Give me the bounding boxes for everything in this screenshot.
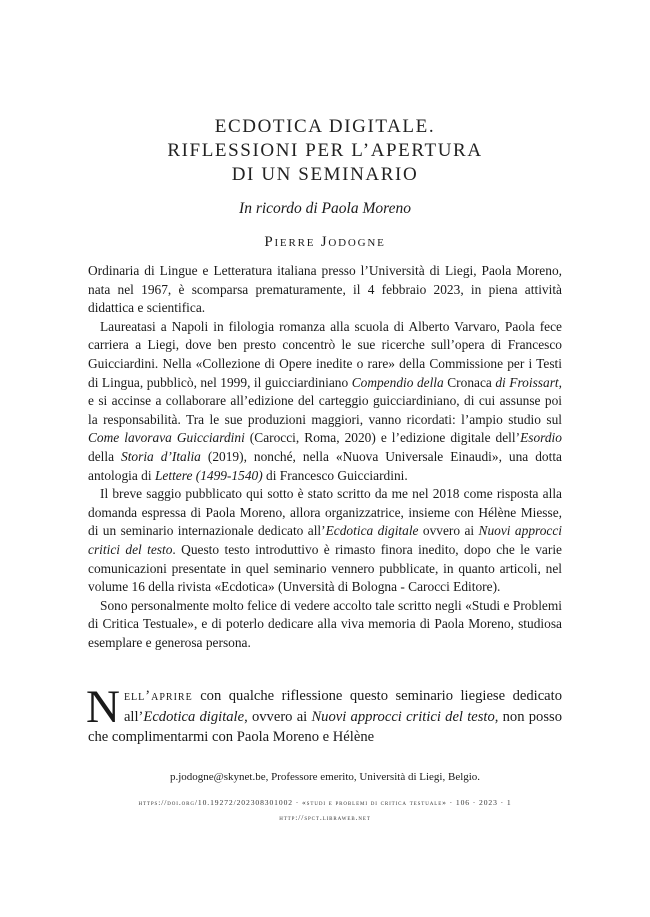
paragraph-2: Laureatasi a Napoli in filologia romanza alla scuola di Alberto Varvaro, Paola fece carriera a Liegi, dove ben presto concentrò le sue ricerche sull’opera di Francesco Guicciardini. Nella «Collezione di Opere inedite o rare» della Commissione per i Testi di Lingua, pubblicò, nel 1999, il guicciardiniano Compendio della Cronaca di Froissart, e si accinse a collaborare all’edizione del carteggio guicciardiniano, di cui assunse poi la responsabilità. Tra le sue produzioni maggiori, vanno ricordati: l’ampio studio sul Come lavorava Guicciardini (Carocci, Roma, 2020) e l’edizione digitale dell’Esordio della Storia d’Italia (2019), nonché, nella «Nuova Universale Einaudi», una dotta antologia di Lettere (1499-1540) di Francesco Guicciardini.	[88, 318, 563, 483]
essay-opening: Nell’aprire con qualche riflessione questo seminario liegiese dedicato all’Ecdotica digitale, ovvero ai Nuovi approcci critici del testo, non posso che complimentarmi con Paola Moreno e Hélène	[86, 681, 562, 746]
title-line-3: DI UN SEMINARIO	[231, 164, 419, 185]
author-name: Pierre Jodogne	[264, 234, 386, 250]
author-footnote: p.jodogne@skynet.be, Professore emerito, Università di Liegi, Belgio.	[169, 771, 481, 783]
doi-line: https://doi.org/10.19272/202308301002 · «studi e problemi di critica testuale» · 106 · 2023 · 1	[138, 798, 512, 807]
paragraph-4: Sono personalmente molto felice di vedere accolto tale scritto negli «Studi e Problemi di Critica Testuale», e di poterlo dedicare alla viva memoria di Paola Moreno, studiosa esemplare e generosa persona.	[88, 597, 562, 650]
dedication-text	[88, 262, 562, 652]
essay-small-caps: ell’aprire	[123, 688, 193, 704]
subtitle: In ricordo di Paola Moreno	[239, 200, 411, 217]
title-block	[0, 115, 650, 252]
drop-cap: N	[86, 681, 120, 733]
title-line-1: ECDOTICA DIGITALE.	[214, 116, 436, 137]
paragraph-3: Il breve saggio pubblicato qui sotto è stato scritto da me nel 2018 come risposta alla domanda espressa di Paola Moreno, allora organizzatrice, insieme con Hélène Miesse, di un seminario internazionale dedicato all’Ecdotica digitale ovvero ai Nuovi approcci critici del testo. Questo testo introduttivo è rimasto finora inedito, dopo che le varie comunicazioni presentate in quel seminario vennero pubblicate, in quanto articoli, nel volume 16 della rivista «Ecdotica» (Unversità di Bologna - Carocci Editore).	[88, 486, 563, 595]
paragraph-1: Ordinaria di Lingue e Letteratura italiana presso l’Università di Liegi, Paola Moreno, nata nel 1967, è scomparsa prematuramente, il 4 febbraio 2023, in piena attività didattica e scientifica.	[88, 263, 562, 316]
journal-url: http://spct.libraweb.net	[279, 813, 371, 822]
title-line-2: RIFLESSIONI PER L’APERTURA	[167, 140, 483, 161]
